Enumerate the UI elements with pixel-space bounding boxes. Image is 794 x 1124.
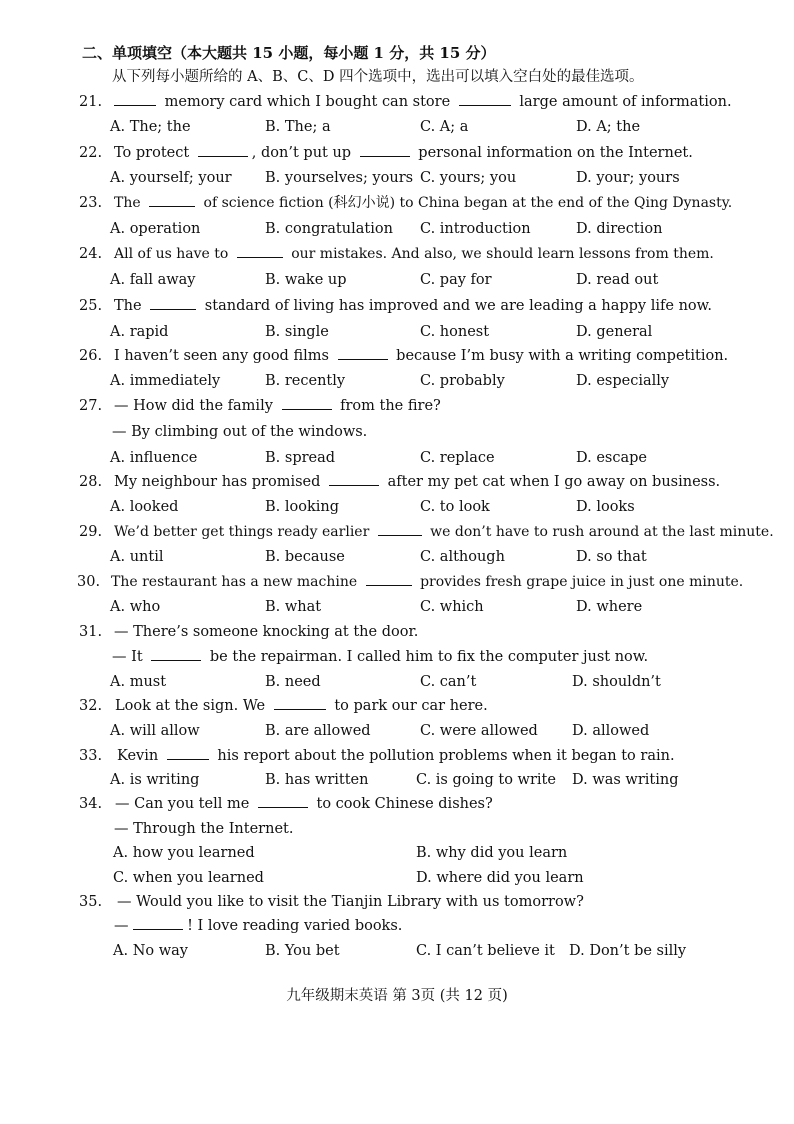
question-27: [0, 395, 794, 417]
dialogue-reply: — By climbing out of the windows.: [112, 424, 368, 440]
question-stem: — There’s someone knocking at the door.: [114, 624, 419, 640]
question-23: [0, 192, 794, 214]
question-29: [0, 521, 794, 543]
option-d: D. where did you learn: [416, 870, 584, 886]
options-31: [0, 671, 794, 693]
answer-blank: [329, 471, 379, 486]
option-c: C. replace: [420, 450, 495, 466]
section-title: 二、单项填空（本大题共 15 小题，每小题 1 分，共 15 分）: [82, 44, 496, 62]
options-34-row2: [0, 867, 794, 889]
question-34: [0, 793, 794, 815]
question-number: 24.: [79, 246, 103, 262]
option-b: B. has written: [265, 772, 369, 788]
option-a: A. fall away: [110, 272, 196, 288]
answer-blank: [150, 295, 196, 310]
question-stem: Kevin his report about the pollution problems when it began to rain.: [117, 745, 675, 767]
option-a: A. immediately: [110, 373, 221, 389]
answer-blank: [258, 793, 308, 808]
option-d: D. escape: [576, 450, 647, 466]
question-number: 33.: [79, 748, 103, 764]
question-number: 29.: [79, 524, 103, 540]
option-c: C. to look: [420, 499, 490, 515]
question-26: [0, 345, 794, 367]
question-number: 30.: [77, 574, 101, 590]
option-a: A. influence: [110, 450, 198, 466]
question-number: 34.: [79, 796, 103, 812]
question-stem: — Would you like to visit the Tianjin Library with us tomorrow?: [117, 894, 584, 910]
option-c: C. can’t: [420, 674, 477, 690]
option-a: A. how you learned: [113, 845, 255, 861]
question-31: [0, 621, 794, 643]
option-a: A. looked: [110, 499, 179, 515]
option-c: C. when you learned: [113, 870, 264, 886]
option-b: B. single: [265, 324, 329, 340]
options-23: [0, 218, 794, 240]
option-c: C. which: [420, 599, 484, 615]
question-number: 32.: [79, 698, 103, 714]
answer-blank: [133, 915, 183, 930]
options-34-row1: [0, 842, 794, 864]
question-number: 27.: [79, 398, 103, 414]
option-c: C. pay for: [420, 272, 492, 288]
section-instruction-line: [0, 66, 794, 88]
page-number-text: 九年级期末英语 第 3页 (共 12 页): [286, 988, 508, 1004]
option-a: A. rapid: [110, 324, 169, 340]
option-b: B. You bet: [265, 943, 340, 959]
option-d: D. direction: [576, 221, 663, 237]
option-b: B. why did you learn: [416, 845, 568, 861]
option-a: A. No way: [113, 943, 188, 959]
question-stem: All of us have to our mistakes. And also, we should learn lessons from them.: [114, 243, 714, 265]
answer-blank: [149, 192, 195, 207]
question-35: [0, 891, 794, 913]
option-a: A. who: [110, 599, 161, 615]
option-c: C. A; a: [420, 119, 469, 135]
option-b: B. are allowed: [265, 723, 371, 739]
option-d: D. read out: [576, 272, 659, 288]
reply-27: [0, 421, 794, 443]
answer-blank: [366, 571, 412, 586]
answer-blank: [459, 91, 511, 106]
option-d: D. where: [576, 599, 643, 615]
answer-blank: [151, 646, 201, 661]
question-stem: To protect , don’t put up personal information on the Internet.: [114, 142, 693, 164]
question-number: 22.: [79, 145, 103, 161]
question-number: 35.: [79, 894, 103, 910]
answer-blank: [282, 395, 332, 410]
option-c: C. were allowed: [420, 723, 538, 739]
question-number: 21.: [79, 94, 103, 110]
option-c: C. although: [420, 549, 505, 565]
question-number: 26.: [79, 348, 103, 364]
option-d: D. your; yours: [576, 170, 680, 186]
option-d: D. Don’t be silly: [569, 943, 687, 959]
dialogue-reply: — ! I love reading varied books.: [114, 915, 402, 937]
options-21: [0, 116, 794, 138]
question-stem: The standard of living has improved and we are leading a happy life now.: [114, 295, 712, 317]
question-stem: — How did the family from the fire?: [114, 395, 441, 417]
options-35: [0, 940, 794, 962]
option-d: D. was writing: [572, 772, 679, 788]
option-a: A. is writing: [110, 772, 200, 788]
options-24: [0, 269, 794, 291]
section-instruction: 从下列每小题所给的 A、B、C、D 四个选项中，选出可以填入空白处的最佳选项。: [112, 69, 644, 85]
question-stem: The of science fiction (科幻小说) to China began at the end of the Qing Dynasty.: [114, 192, 732, 214]
option-c: C. yours; you: [420, 170, 517, 186]
option-d: D. so that: [576, 549, 647, 565]
answer-blank: [378, 521, 422, 536]
option-a: A. The; the: [110, 119, 191, 135]
answer-blank: [167, 745, 209, 760]
answer-blank: [274, 695, 326, 710]
question-stem: We’d better get things ready earlier we don’t have to rush around at the last minute.: [114, 521, 774, 543]
option-b: B. yourselves; yours: [265, 170, 414, 186]
option-d: D. A; the: [576, 119, 641, 135]
options-29: [0, 546, 794, 568]
option-b: B. The; a: [265, 119, 331, 135]
options-22: [0, 167, 794, 189]
option-a: A. operation: [110, 221, 201, 237]
question-24: [0, 243, 794, 265]
question-stem: memory card which I bought can store large amount of information.: [114, 91, 732, 113]
question-number: 25.: [79, 298, 103, 314]
dialogue-reply: — It be the repairman. I called him to fix the computer just now.: [112, 646, 648, 668]
question-number: 31.: [79, 624, 103, 640]
question-30: [0, 571, 794, 593]
option-b: B. what: [265, 599, 322, 615]
option-b: B. recently: [265, 373, 346, 389]
option-a: A. must: [110, 674, 167, 690]
question-stem: I haven’t seen any good films because I’m busy with a writing competition.: [114, 345, 728, 367]
options-25: [0, 321, 794, 343]
question-25: [0, 295, 794, 317]
question-number: 23.: [79, 195, 103, 211]
answer-blank: [338, 345, 388, 360]
answer-blank: [114, 91, 156, 106]
question-stem: — Can you tell me to cook Chinese dishes?: [115, 793, 493, 815]
options-33: [0, 769, 794, 791]
option-b: B. congratulation: [265, 221, 393, 237]
option-c: C. is going to write: [416, 772, 556, 788]
option-b: B. looking: [265, 499, 340, 515]
page-footer: [0, 985, 794, 1007]
reply-34: [0, 818, 794, 840]
option-b: B. spread: [265, 450, 336, 466]
question-stem: My neighbour has promised after my pet cat when I go away on business.: [114, 471, 720, 493]
option-d: D. allowed: [572, 723, 650, 739]
reply-31: [0, 646, 794, 668]
options-26: [0, 370, 794, 392]
option-a: A. until: [110, 549, 164, 565]
option-d: D. general: [576, 324, 653, 340]
option-c: C. honest: [420, 324, 490, 340]
question-33: [0, 745, 794, 767]
option-c: C. introduction: [420, 221, 531, 237]
option-d: D. especially: [576, 373, 670, 389]
answer-blank: [198, 142, 248, 157]
option-d: D. shouldn’t: [572, 674, 661, 690]
dialogue-reply: — Through the Internet.: [114, 821, 294, 837]
question-stem: The restaurant has a new machine provides fresh grape juice in just one minute.: [111, 571, 743, 593]
section-header: [0, 42, 794, 64]
option-b: B. wake up: [265, 272, 347, 288]
option-a: A. will allow: [110, 723, 200, 739]
reply-35: [0, 915, 794, 937]
question-32: [0, 695, 794, 717]
option-c: C. probably: [420, 373, 505, 389]
question-28: [0, 471, 794, 493]
question-number: 28.: [79, 474, 103, 490]
answer-blank: [360, 142, 410, 157]
options-30: [0, 596, 794, 618]
question-stem: Look at the sign. We to park our car here.: [115, 695, 488, 717]
option-c: C. I can’t believe it: [416, 943, 555, 959]
option-d: D. looks: [576, 499, 635, 515]
answer-blank: [237, 243, 283, 258]
options-28: [0, 496, 794, 518]
options-27: [0, 447, 794, 469]
question-22: [0, 142, 794, 164]
question-21: [0, 91, 794, 113]
option-b: B. need: [265, 674, 321, 690]
option-a: A. yourself; your: [110, 170, 232, 186]
option-b: B. because: [265, 549, 345, 565]
options-32: [0, 720, 794, 742]
